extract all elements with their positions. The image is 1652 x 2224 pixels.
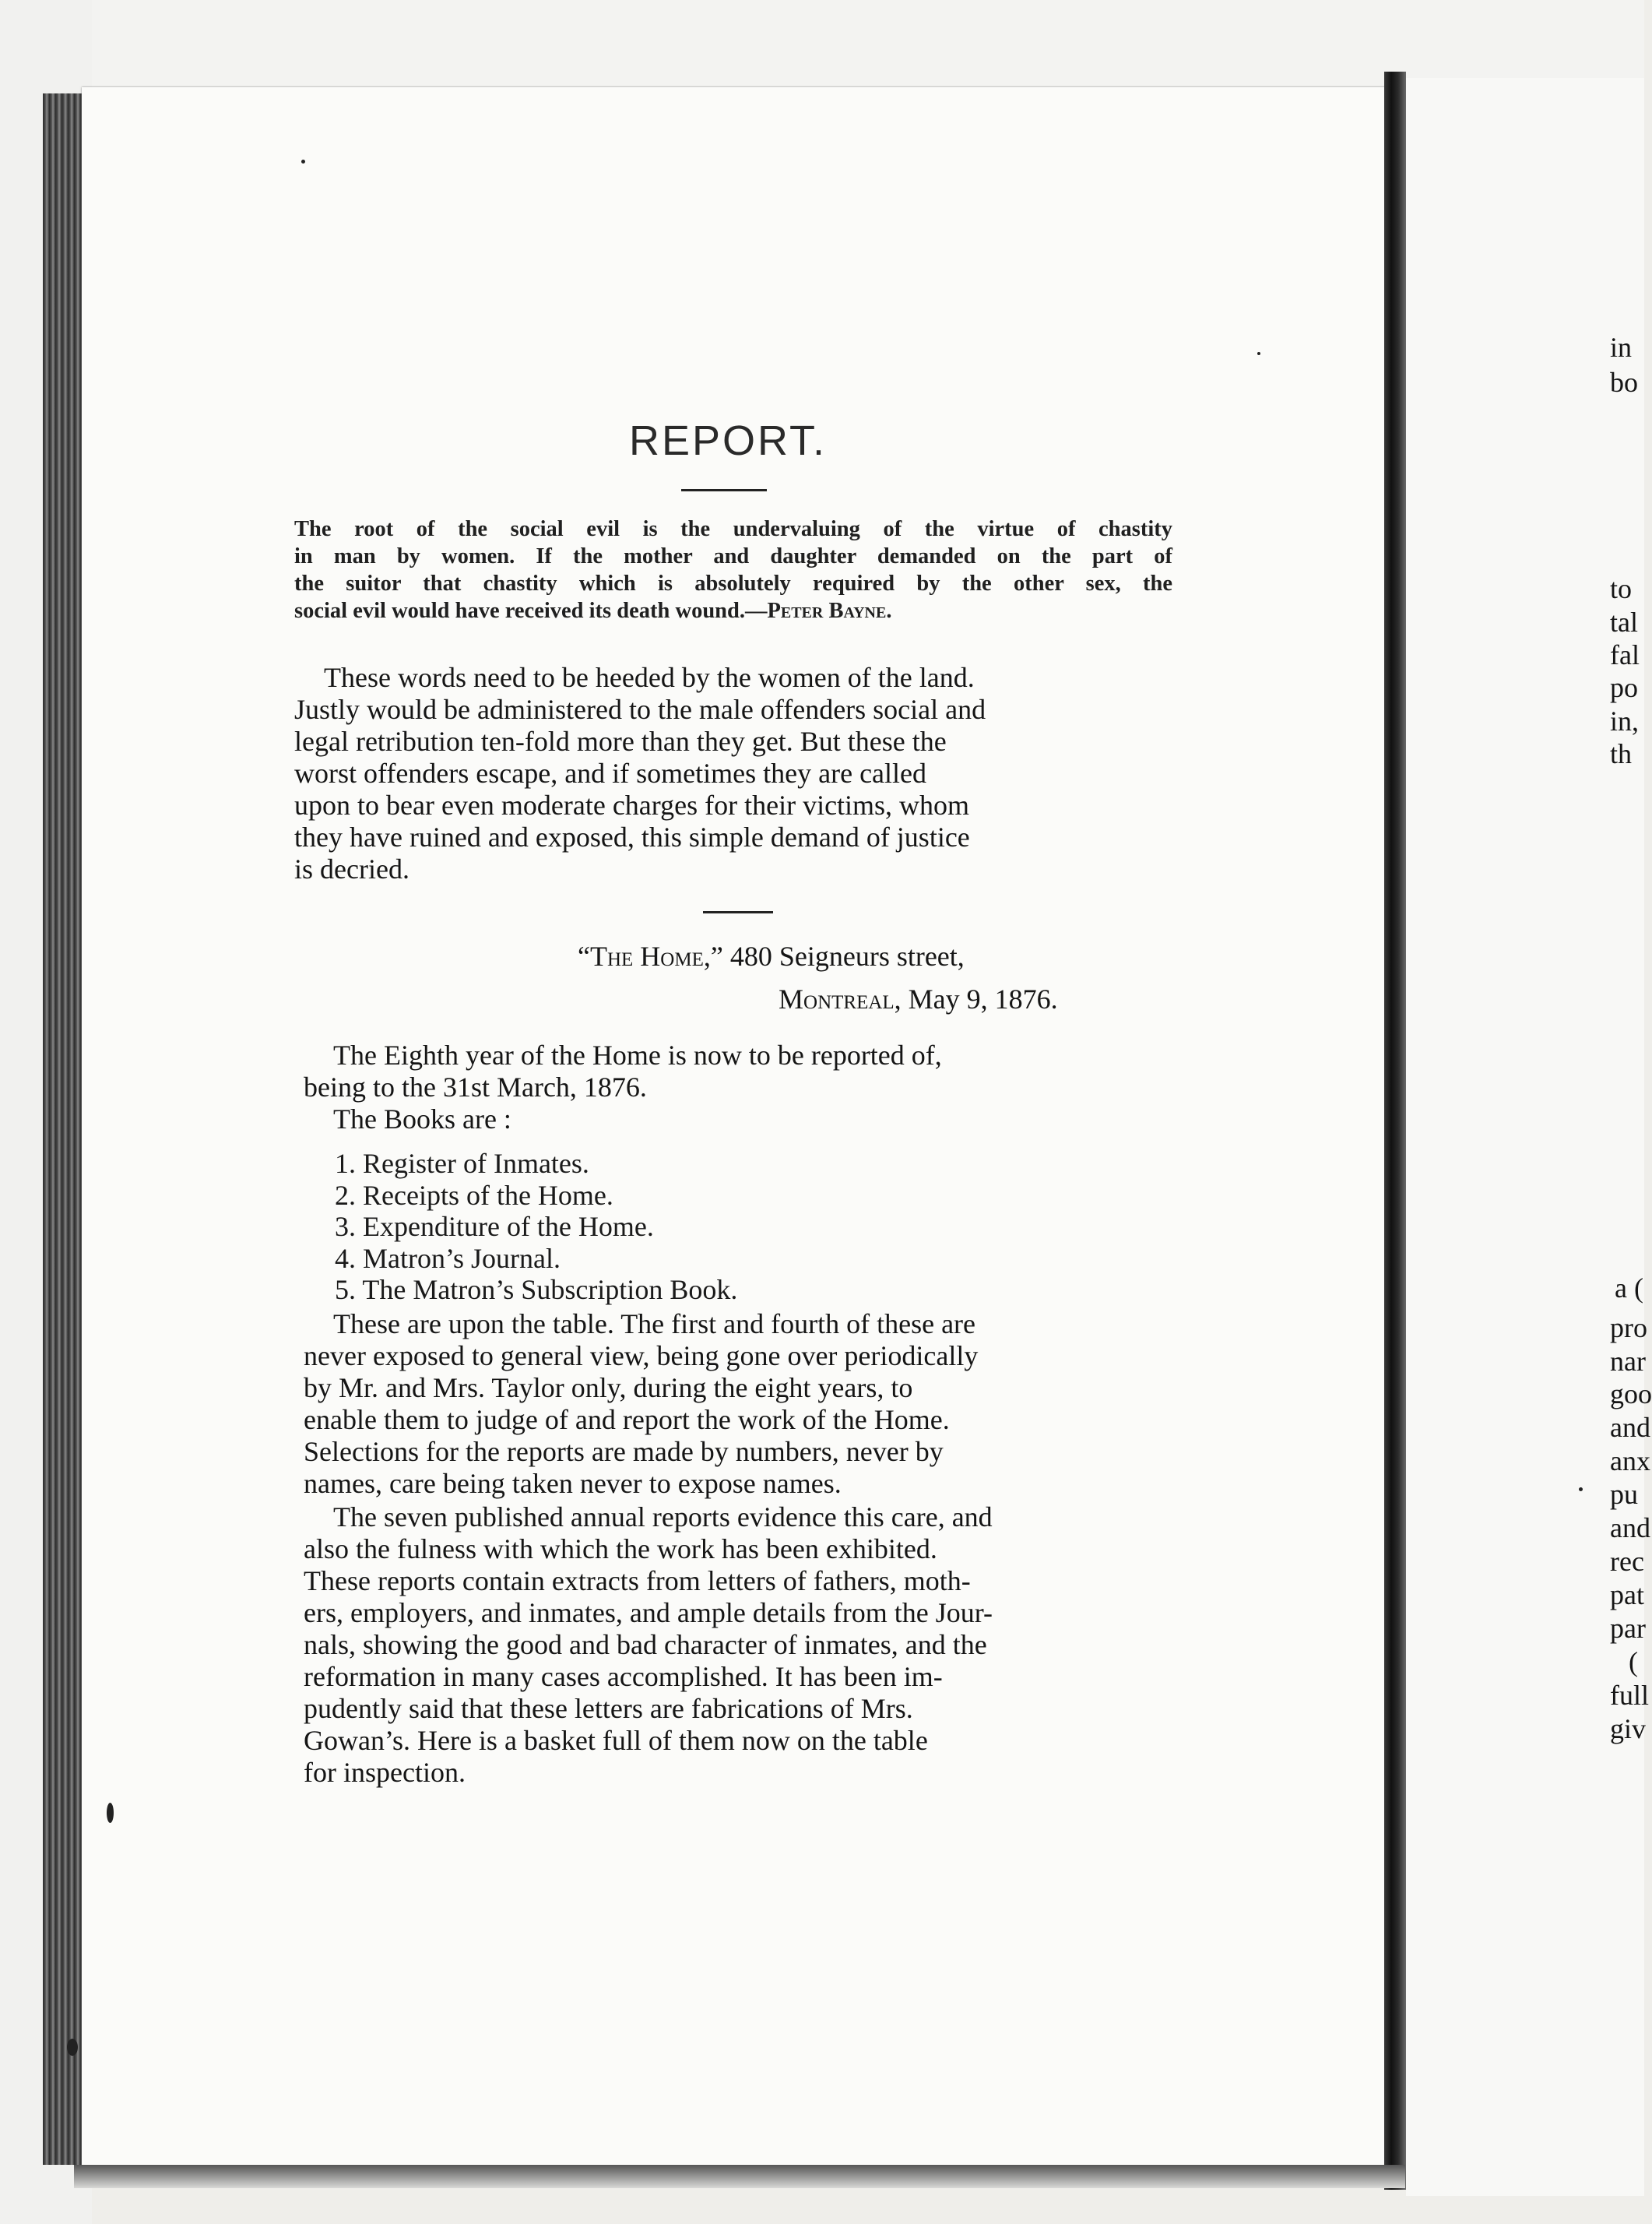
paragraph-intro [294, 662, 1170, 885]
books-intro: The Books are : [333, 1103, 511, 1135]
epigraph-author: Peter Bayne. [767, 599, 892, 623]
right-page-fragment: th [1610, 738, 1633, 769]
scan-speck [1257, 352, 1260, 355]
right-page-fragment: a ( [1615, 1272, 1643, 1304]
text-line: is decried. [294, 853, 409, 885]
right-page-fragment: and [1610, 1412, 1650, 1443]
right-page-fragment: tal [1610, 607, 1638, 638]
epigraph-line: The root of the social evil is the undervaluing of the virtue of chastity [294, 517, 1172, 541]
text-line: These words need to be heeded by the women of the land. [324, 662, 975, 693]
text-line: names, care being taken never to expose names. [304, 1468, 842, 1499]
text-line: reformation in many cases accomplished. It has been im- [304, 1661, 943, 1692]
right-page-fragment: pro [1610, 1312, 1647, 1343]
epigraph-text: social evil would have received its death wound.— [294, 599, 768, 623]
epigraph [294, 516, 1172, 625]
right-page-fragment: bo [1610, 367, 1638, 398]
report-date: May 9, 1876. [901, 984, 1058, 1015]
text-line: also the fulness with which the work has been exhibited. [304, 1533, 937, 1564]
text-line: upon to bear even moderate charges for their victims, whom [294, 790, 970, 821]
right-page-fragment: in [1610, 332, 1633, 363]
paragraph-year [304, 1040, 1179, 1135]
scan-speck [1579, 1487, 1583, 1491]
section-rule [703, 911, 773, 913]
right-page-fragment: giv [1610, 1713, 1647, 1744]
right-page-fragment: pu [1610, 1479, 1638, 1510]
title-rule [681, 489, 767, 491]
book-gutter [1384, 72, 1406, 2190]
scan-speck [301, 160, 305, 164]
right-page-fragment: pat [1610, 1579, 1644, 1610]
text-line: enable them to judge of and report the work of the Home. [304, 1404, 950, 1435]
text-line: legal retribution ten-fold more than they get. But these the [294, 726, 947, 757]
epigraph-line: the suitor that chastity which is absolutely required by the other sex, the [294, 572, 1172, 596]
right-page-fragment: anx [1610, 1445, 1650, 1476]
book-page-right [1406, 78, 1647, 2196]
text-line: The seven published annual reports evidence this care, and [333, 1501, 993, 1533]
list-item: 3. Expenditure of the Home. [335, 1211, 654, 1242]
city-name: Montreal, [779, 984, 902, 1015]
right-page-fragment: rec [1610, 1546, 1644, 1577]
text-line: These are upon the table. The first and fourth of these are [333, 1308, 976, 1339]
text-line: ers, employers, and inmates, and ample details from the Jour- [304, 1597, 993, 1628]
text-line: worst offenders escape, and if sometimes they are called [294, 758, 927, 789]
page-title: REPORT. [628, 417, 828, 464]
right-page-fragment: nar [1610, 1346, 1646, 1377]
text-line: being to the 31st March, 1876. [304, 1072, 647, 1103]
right-page-fragment: full [1610, 1680, 1649, 1711]
paragraph-books [304, 1308, 1179, 1500]
text-line: pudently said that these letters are fabrications of Mrs. [304, 1693, 913, 1724]
text-line: for inspection. [304, 1757, 466, 1788]
right-page-fragment: goo [1610, 1378, 1652, 1409]
street-address: 480 Seigneurs street, [722, 941, 965, 972]
list-item: 4. Matron’s Journal. [335, 1242, 561, 1274]
list-item: 2. Receipts of the Home. [335, 1179, 613, 1211]
right-page-fragment: par [1610, 1613, 1646, 1644]
home-name: The Home, [589, 941, 711, 972]
epigraph-line: in man by women. If the mother and daughter demanded on the part of [294, 544, 1172, 568]
text-line: Gowan’s. Here is a basket full of them now on the table [304, 1725, 928, 1756]
close-quote: ” [710, 941, 723, 972]
address-line [578, 940, 965, 973]
right-page-fragment: and [1610, 1512, 1650, 1543]
text-line: These reports contain extracts from letters of fathers, moth- [304, 1565, 971, 1596]
text-line: never exposed to general view, being gone over periodically [304, 1340, 979, 1371]
scan-speck [67, 2039, 78, 2056]
list-item: 5. The Matron’s Subscription Book. [335, 1274, 738, 1305]
right-page-fragment: po [1610, 672, 1638, 703]
right-page-fragment: ( [1629, 1646, 1638, 1677]
list-item: 1. Register of Inmates. [335, 1148, 589, 1179]
text-line: nals, showing the good and bad character of inmates, and the [304, 1629, 987, 1660]
page-bottom-shadow [74, 2165, 1405, 2188]
epigraph-line [294, 597, 1172, 625]
right-page-fragment: fal [1610, 639, 1640, 670]
paragraph-reports [304, 1501, 1179, 1789]
dateline [779, 983, 1058, 1015]
books-list [335, 1148, 737, 1306]
text-line: they have ruined and exposed, this simple demand of justice [294, 822, 970, 853]
text-line: The Eighth year of the Home is now to be reported of, [333, 1040, 942, 1071]
text-line: Selections for the reports are made by numbers, never by [304, 1436, 944, 1467]
book-spine-edge [43, 93, 86, 2165]
right-page-fragment: to [1610, 573, 1633, 604]
right-page-fragment: in, [1610, 706, 1640, 737]
text-line: by Mr. and Mrs. Taylor only, during the eight years, to [304, 1372, 913, 1403]
open-quote: “ [578, 941, 590, 972]
text-line: Justly would be administered to the male offenders social and [294, 694, 986, 725]
scan-speck [107, 1803, 114, 1823]
